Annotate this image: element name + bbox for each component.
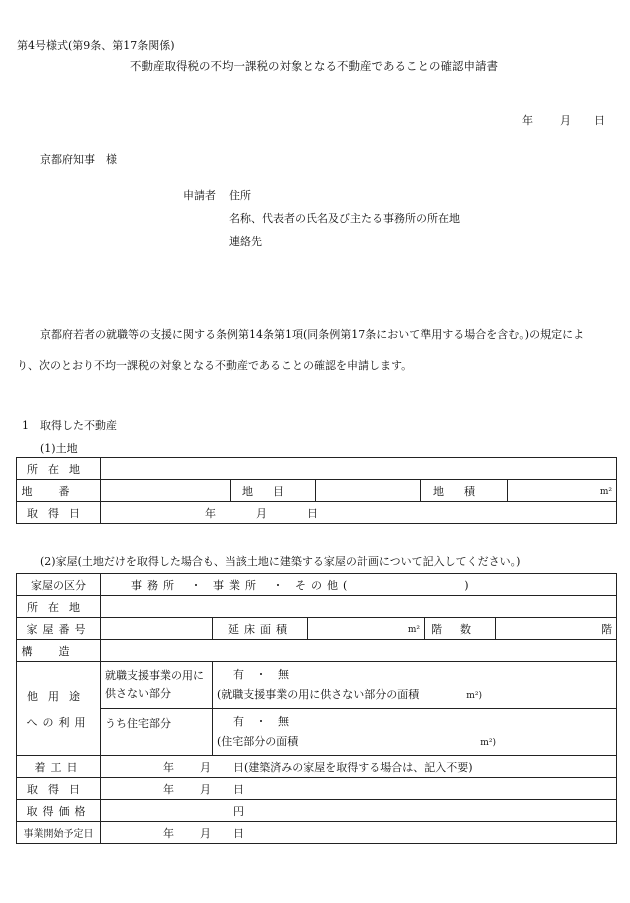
non-support-label-line2: 供さない部分 [105, 687, 171, 700]
other-use-label-line2: への利用 [26, 715, 91, 729]
land-acquisition-date-field[interactable] [101, 502, 617, 524]
residential-no[interactable]: 無 [278, 714, 289, 728]
type-separator-2: ・ [272, 578, 284, 592]
non-support-yes[interactable]: 有 [233, 667, 244, 681]
name-label: 名称、代表者の氏名及び主たる事務所の所在地 [229, 212, 460, 225]
building-acquisition-date-label: 取得日 [17, 778, 101, 800]
building-location-field[interactable] [101, 596, 617, 618]
construction-start-label: 着工日 [17, 756, 101, 778]
land-table [16, 457, 617, 524]
business-start-label: 事業開始予定日 [17, 822, 101, 844]
business-start-day: 日 [233, 826, 244, 840]
type-other-close: ) [464, 578, 469, 592]
business-start-year: 年 [163, 826, 174, 840]
building-row-location [17, 596, 617, 618]
acquisition-month: 月 [200, 782, 211, 796]
land-year: 年 [205, 506, 216, 520]
applicant-label: 申請者 [183, 189, 216, 202]
body-text-line2: り、次のとおり不均一課税の対象となる不動産であることの確認を申請します。 [17, 359, 413, 372]
non-support-label-line1: 就職支援事業の用に [105, 669, 204, 682]
land-area-field[interactable] [508, 480, 617, 502]
land-acquisition-date-label: 取得日 [17, 502, 101, 524]
building-row-business-start [17, 822, 617, 844]
residential-area-unit: m²) [480, 737, 496, 748]
addressee: 京都府知事 様 [40, 153, 117, 166]
yen-unit: 円 [233, 804, 244, 818]
non-support-area-unit: m²) [466, 690, 482, 701]
building-type-label: 家屋の区分 [17, 574, 101, 596]
building-acquisition-date-field[interactable] [101, 778, 617, 800]
floor-area-field[interactable] [308, 618, 425, 640]
land-row-lot [17, 480, 617, 502]
business-start-month: 月 [200, 826, 211, 840]
type-office-option[interactable]: 事務所 [131, 578, 179, 592]
residential-yes[interactable]: 有 [233, 714, 244, 728]
construction-month: 月 [200, 760, 211, 774]
non-support-dot: ・ [255, 667, 267, 681]
building-table [16, 573, 617, 844]
land-day: 日 [307, 506, 318, 520]
land-category-label: 地目 [231, 480, 316, 502]
non-support-area-label: (就職支援事業の用に供さない部分の面積 [217, 687, 420, 701]
land-area-label: 地積 [421, 480, 508, 502]
business-start-field[interactable] [101, 822, 617, 844]
address-label: 住所 [229, 189, 251, 202]
acquisition-price-field[interactable] [101, 800, 617, 822]
building-location-label: 所在地 [17, 596, 101, 618]
land-subheading: (1)土地 [40, 442, 78, 455]
form-number: 第4号様式(第9条、第17条関係) [17, 39, 175, 52]
lot-number-label: 地番 [17, 480, 101, 502]
building-row-construction [17, 756, 617, 778]
building-subheading: (2)家屋(土地だけを取得した場合も、当該土地に建築する家屋の計画について記入してください。) [40, 555, 521, 568]
land-category-field[interactable] [316, 480, 421, 502]
acquisition-price-label: 取得価格 [17, 800, 101, 822]
other-use-label-line1: 他用途 [27, 689, 90, 703]
land-location-field[interactable] [101, 458, 617, 480]
acquisition-year: 年 [163, 782, 174, 796]
residential-dot: ・ [255, 714, 267, 728]
land-row-date [17, 502, 617, 524]
residential-label: うち住宅部分 [101, 709, 213, 756]
building-row-number [17, 618, 617, 640]
building-row-acquisition-date [17, 778, 617, 800]
building-type-field[interactable] [101, 574, 617, 596]
building-row-residential [17, 709, 617, 756]
non-support-no[interactable]: 無 [278, 667, 289, 681]
construction-start-field[interactable] [101, 756, 617, 778]
section-heading: 1 取得した不動産 [22, 419, 117, 432]
date-month-label: 月 [560, 114, 571, 127]
acquisition-day: 日 [233, 782, 244, 796]
building-row-price [17, 800, 617, 822]
non-support-field[interactable] [213, 662, 617, 709]
form-title: 不動産取得税の不均一課税の対象となる不動産であることの確認申請書 [130, 59, 498, 73]
floors-label: 階数 [425, 618, 496, 640]
land-month: 月 [256, 506, 267, 520]
structure-field[interactable] [101, 640, 617, 662]
floor-area-unit: m² [407, 625, 420, 635]
type-separator-1: ・ [190, 578, 202, 592]
building-row-type [17, 574, 617, 596]
lot-number-field[interactable] [101, 480, 231, 502]
type-other-option[interactable]: その他( [295, 578, 353, 592]
date-year-label: 年 [522, 114, 533, 127]
building-row-structure [17, 640, 617, 662]
floors-field[interactable] [496, 618, 617, 640]
land-row-location [17, 458, 617, 480]
building-number-field[interactable] [101, 618, 213, 640]
other-use-label [17, 662, 101, 756]
floor-area-label: 延床面積 [213, 618, 308, 640]
construction-note: 日(建築済みの家屋を取得する場合は、記入不要) [233, 760, 473, 774]
non-support-label [101, 662, 213, 709]
residential-field[interactable] [213, 709, 617, 756]
building-number-label: 家屋番号 [17, 618, 101, 640]
land-area-unit: m² [599, 487, 613, 497]
date-day-label: 日 [594, 114, 605, 127]
construction-year: 年 [163, 760, 174, 774]
type-business-option[interactable]: 事業所 [213, 578, 261, 592]
residential-area-label: (住宅部分の面積 [217, 734, 299, 748]
land-location-label: 所在地 [17, 458, 101, 480]
body-text-line1: 京都府若者の就職等の支援に関する条例第14条第1項(同条例第17条において準用する場合を含む。)の規定によ [40, 328, 585, 341]
building-row-non-support [17, 662, 617, 709]
contact-label: 連絡先 [229, 235, 262, 248]
floors-unit: 階 [601, 622, 613, 636]
structure-label: 構造 [17, 640, 101, 662]
